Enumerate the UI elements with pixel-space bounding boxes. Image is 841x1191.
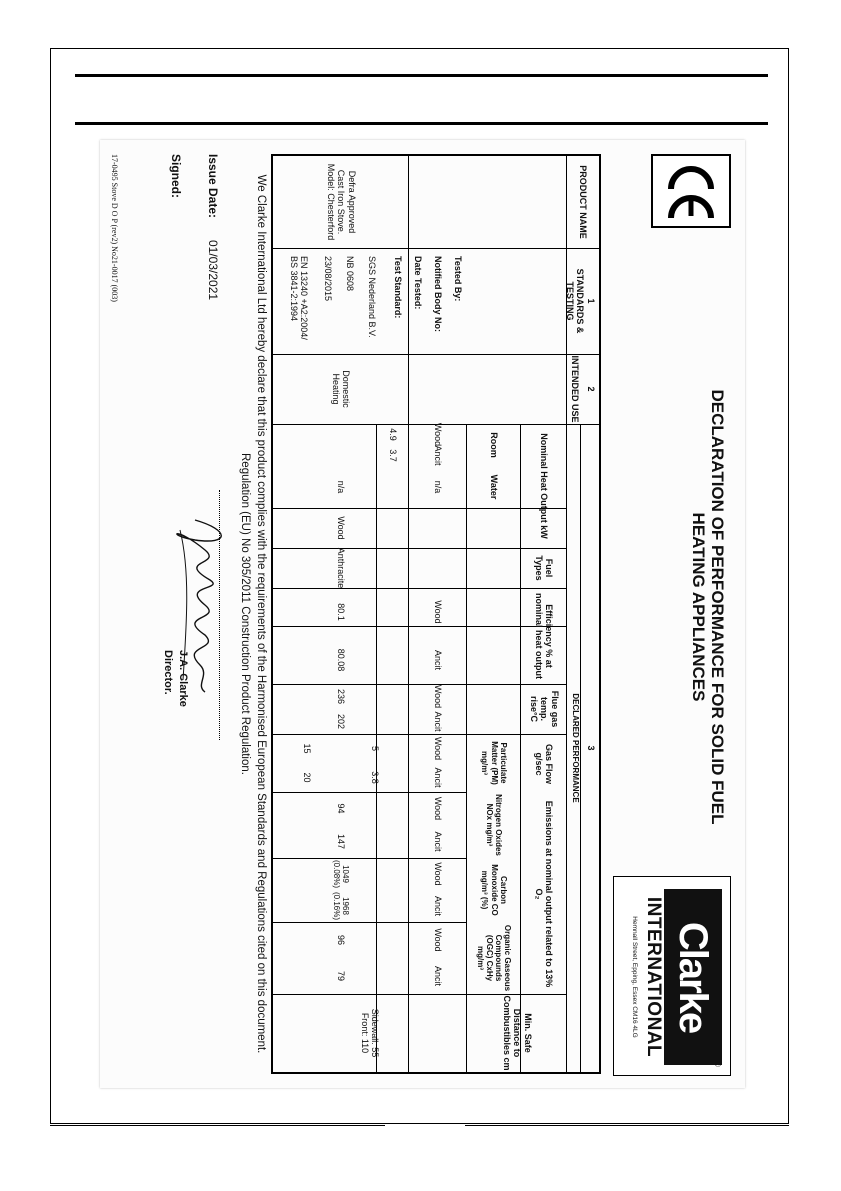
document-title: DECLARATION OF PERFORMANCE FOR SOLID FUEL HEATING APPLIANCES — [689, 389, 727, 825]
co-fuel-ancit: Ancit — [433, 895, 444, 916]
nox-fuel-wood: Wood — [433, 796, 444, 821]
brand-name: Clarke — [664, 889, 722, 1065]
issue-date-label: Issue Date: — [206, 154, 220, 219]
flue-fuel-wood: Wood — [433, 684, 444, 709]
pm-fuel-ancit: Ancit — [433, 767, 444, 788]
water-value: n/a — [336, 480, 347, 494]
flue-wood-value: 236 — [336, 688, 347, 705]
header-section-2: 2 — [586, 386, 597, 392]
rotated-document — [100, 140, 745, 1088]
header-section-1: 1 — [586, 298, 597, 304]
label-room: Room — [489, 432, 500, 458]
water-fuel: n/a — [433, 480, 444, 494]
intended-use-value: Domestic Heating — [331, 370, 352, 408]
header-section-3: 3 — [586, 745, 597, 751]
flue-ancit-value: 202 — [336, 713, 347, 730]
product-value: Defra Approved Cast Iron Stove. Model: Chesterford — [325, 163, 357, 241]
label-test-standard: Test Standard: — [393, 256, 403, 319]
label-organic: Organic Gaseous Compounds (OGC) CxHy mg/m³ — [475, 924, 513, 992]
flow-wood-value: 5 — [370, 745, 381, 751]
declaration-of-performance-scan — [100, 140, 745, 1088]
nox-wood-value: 94 — [336, 803, 347, 814]
footer-rule-right — [465, 1125, 789, 1126]
header-rule-top — [75, 74, 768, 77]
label-water: Water — [489, 474, 500, 500]
header-rule-bottom — [75, 122, 768, 125]
brand-international: INTERNATIONAL — [643, 896, 664, 1058]
flow-ancit-value: 3.8 — [370, 771, 381, 784]
signatory-title: Director. — [162, 650, 174, 695]
label-notified-body: Notified Body No: — [433, 256, 443, 332]
pm-ancit-value: 20 — [302, 772, 313, 783]
grid-line — [273, 248, 599, 249]
ogc-ancit-value: 79 — [336, 970, 347, 981]
registered-mark: ® — [713, 1061, 722, 1067]
label-nominal-heat: Nominal Heat Output kW — [539, 433, 550, 539]
label-flue-gas: Flue gas temp. rise°C — [528, 690, 560, 728]
ogc-wood-value: 96 — [336, 934, 347, 945]
header-product-name: PRODUCT NAME — [578, 165, 589, 239]
label-tested-by: Tested By: — [453, 256, 463, 302]
label-carbon: Carbon Monoxide CO mg/m³ (%) — [480, 864, 508, 916]
nox-ancit-value: 147 — [336, 833, 347, 850]
label-particulate: Particulate Matter (PM) mg/m³ — [480, 741, 508, 785]
eff-fuel-ancit: Ancit — [433, 649, 444, 670]
eff-wood-value: 80.1 — [336, 603, 347, 621]
label-fuel-types: Fuel Types — [534, 555, 555, 581]
header-declared: DECLARED PERFORMANCE — [570, 693, 580, 803]
notified-body-value: NB 0608 — [345, 256, 355, 292]
ce-mark — [651, 154, 731, 228]
label-min-safe: Min. Safe Distance to Combustibles cm — [501, 995, 533, 1071]
clarke-logo — [613, 876, 731, 1076]
eff-ancit-value: 80.08 — [336, 648, 347, 672]
tested-by-value: SGS Nederland B.V. — [367, 256, 377, 338]
nox-fuel-ancit: Ancit — [433, 831, 444, 852]
eff-fuel-wood: Wood — [433, 600, 444, 624]
co-ancit-value: 1968 (0.16%) — [332, 891, 351, 920]
brand-address: Hemnall Street, Epping, Essex CM16 4LG — [631, 916, 638, 1038]
performance-table — [271, 154, 601, 1074]
room-fuel-wood: Wood — [433, 422, 444, 447]
flue-fuel-ancit: Ancit — [433, 711, 444, 732]
label-date-tested: Date Tested: — [413, 256, 423, 310]
header-intended-use: INTENDED USE — [570, 355, 581, 423]
date-tested-value: 23/08/2015 — [323, 256, 333, 302]
room-fuel-ancit: Ancit — [433, 445, 444, 466]
label-gas-flow: Gas Flow g/sec — [534, 743, 555, 784]
min-distance-value: Sidewall: 55 Front: 110 — [360, 1008, 381, 1058]
issue-date-value: 01/03/2021 — [206, 240, 220, 301]
pm-fuel-wood: Wood — [433, 736, 444, 761]
label-efficiency: Efficiency % at nominal heat output — [534, 593, 555, 679]
signatory-name: J.A. Clarke — [177, 650, 189, 707]
footer-rule-left — [50, 1125, 385, 1126]
room-ancit-value: 3.7 — [388, 449, 399, 462]
fuel-wood-value: Wood — [336, 516, 347, 540]
room-wood-value: 4.9 — [388, 428, 399, 441]
pm-wood-value: 15 — [302, 743, 313, 754]
declaration-text: We Clarke International Ltd hereby declare that this product complies with the requirements of the Harmonised European Standards and Regulations cited on this document. Regulation (EU) No 305/2011 Construction Product Regulation. — [239, 174, 267, 1054]
test-standard-value: EN 13240 +A2:2004/ BS 3841-2:1994 — [288, 256, 309, 340]
fuel-anthracite-value: Anthracite — [336, 547, 347, 589]
ogc-fuel-ancit: Ancit — [433, 965, 444, 986]
co-wood-value: 1049 (0.08%) — [332, 859, 351, 888]
signed-label: Signed: — [169, 154, 183, 198]
label-emissions: Emissions at nominal output related to 13% O₂ — [534, 800, 555, 988]
ogc-fuel-wood: Wood — [433, 928, 444, 952]
ce-mark-icon — [653, 156, 729, 226]
label-nitrogen: Nitrogen Oxides NOx mg/m³ — [485, 794, 504, 856]
document-reference: 17-0495 Stove D O P (rev2) No21-0017 (003) — [110, 154, 119, 302]
co-fuel-wood: Wood — [433, 862, 444, 886]
header-standards: STANDARDS & TESTING — [565, 268, 586, 334]
